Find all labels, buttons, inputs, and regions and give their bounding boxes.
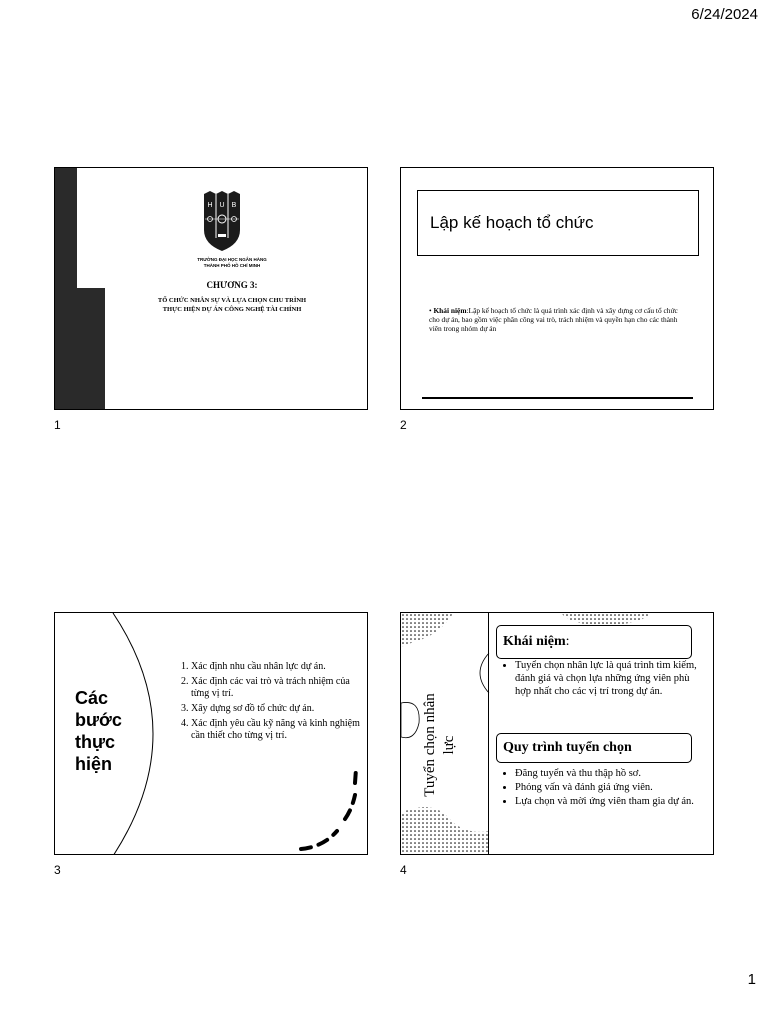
slide-title: Lập kế hoạch tổ chức <box>430 213 594 232</box>
steps-list <box>173 661 363 745</box>
process-heading-box: Quy trình tuyển chọn <box>496 733 692 763</box>
slide-thumbnail-4 <box>400 612 714 855</box>
slide-number-1: 1 <box>54 418 61 432</box>
chapter-subtitle-line-1: TỔ CHỨC NHÂN SỰ VÀ LỰA CHỌN CHU TRÌNH <box>157 297 307 304</box>
concept-bullet: • Khái niệm:Lập kế hoạch tổ chức là quá trình xác định và xây dựng cơ cấu tổ chức cho dự án, bao gồm việc phân công vai trò, trách nhiệm và quyền hạn cho các thành viên trong nhóm dự án <box>429 306 678 333</box>
list-item: • Lựa chọn và mời ứng viên tham gia dự án. <box>515 795 701 808</box>
list-item: • Đăng tuyển và thu thập hồ sơ. <box>515 767 701 780</box>
list-item: 1. Xác định nhu cầu nhân lực dự án. <box>191 661 363 673</box>
list-item: 2. Xác định các vai trò và trách nhiệm của từng vị trí. <box>191 676 363 700</box>
vertical-divider <box>488 613 489 854</box>
slide-thumbnail-1 <box>54 167 368 410</box>
title-box <box>417 190 699 256</box>
slide-number-2: 2 <box>400 418 407 432</box>
chapter-title: CHƯƠNG 3: <box>206 280 258 290</box>
bottom-rule <box>422 397 693 399</box>
hub-shield-logo <box>202 190 242 252</box>
slide-thumbnail-3 <box>54 612 368 855</box>
list-item: • Phỏng vấn và đánh giá ứng viên. <box>515 781 701 794</box>
list-item: 4. Xác định yêu cầu kỹ năng và kinh nghiệm cần thiết cho từng vị trí. <box>191 718 363 742</box>
print-date: 6/24/2024 <box>691 6 758 23</box>
concept-term: Khái niệm <box>433 306 467 315</box>
concept-list <box>504 659 701 699</box>
university-name-line-1: TRƯỜNG ĐẠI HỌC NGÂN HÀNG <box>197 257 267 262</box>
concept-heading-box: Khái niệm: <box>496 625 692 659</box>
svg-text:U: U <box>219 202 225 209</box>
slide-number-4: 4 <box>400 863 407 877</box>
svg-text:H: H <box>207 202 213 209</box>
page-number: 1 <box>747 971 756 988</box>
university-name-line-2: THÀNH PHỐ HỒ CHÍ MINH <box>203 263 261 268</box>
chapter-subtitle-line-2: THỰC HIỆN DỰ ÁN CÔNG NGHỆ TÀI CHÍNH <box>162 306 302 313</box>
list-item: • Tuyển chọn nhân lực là quá trình tìm kiếm, đánh giá và chọn lựa những ứng viên phù hợp nhất cho các vị trí trong dự án. <box>515 659 701 698</box>
svg-text:B: B <box>231 202 237 209</box>
slide-thumbnail-2 <box>400 167 714 410</box>
process-list <box>504 767 701 809</box>
vertical-title: Tuyển chọn nhân lực <box>422 693 457 797</box>
steps-title: Các bước thực hiện <box>75 688 122 774</box>
slide-number-3: 3 <box>54 863 61 877</box>
list-item: 3. Xây dựng sơ đồ tổ chức dự án. <box>191 703 363 715</box>
concept-definition: :Lập kế hoạch tổ chức là quá trình xác định và xây dựng cơ cấu tổ chức cho dự án, bao gồm việc phân công vai trò, trách nhiệm và quyền hạn cho các thành viên trong nhóm dự án <box>429 306 678 333</box>
